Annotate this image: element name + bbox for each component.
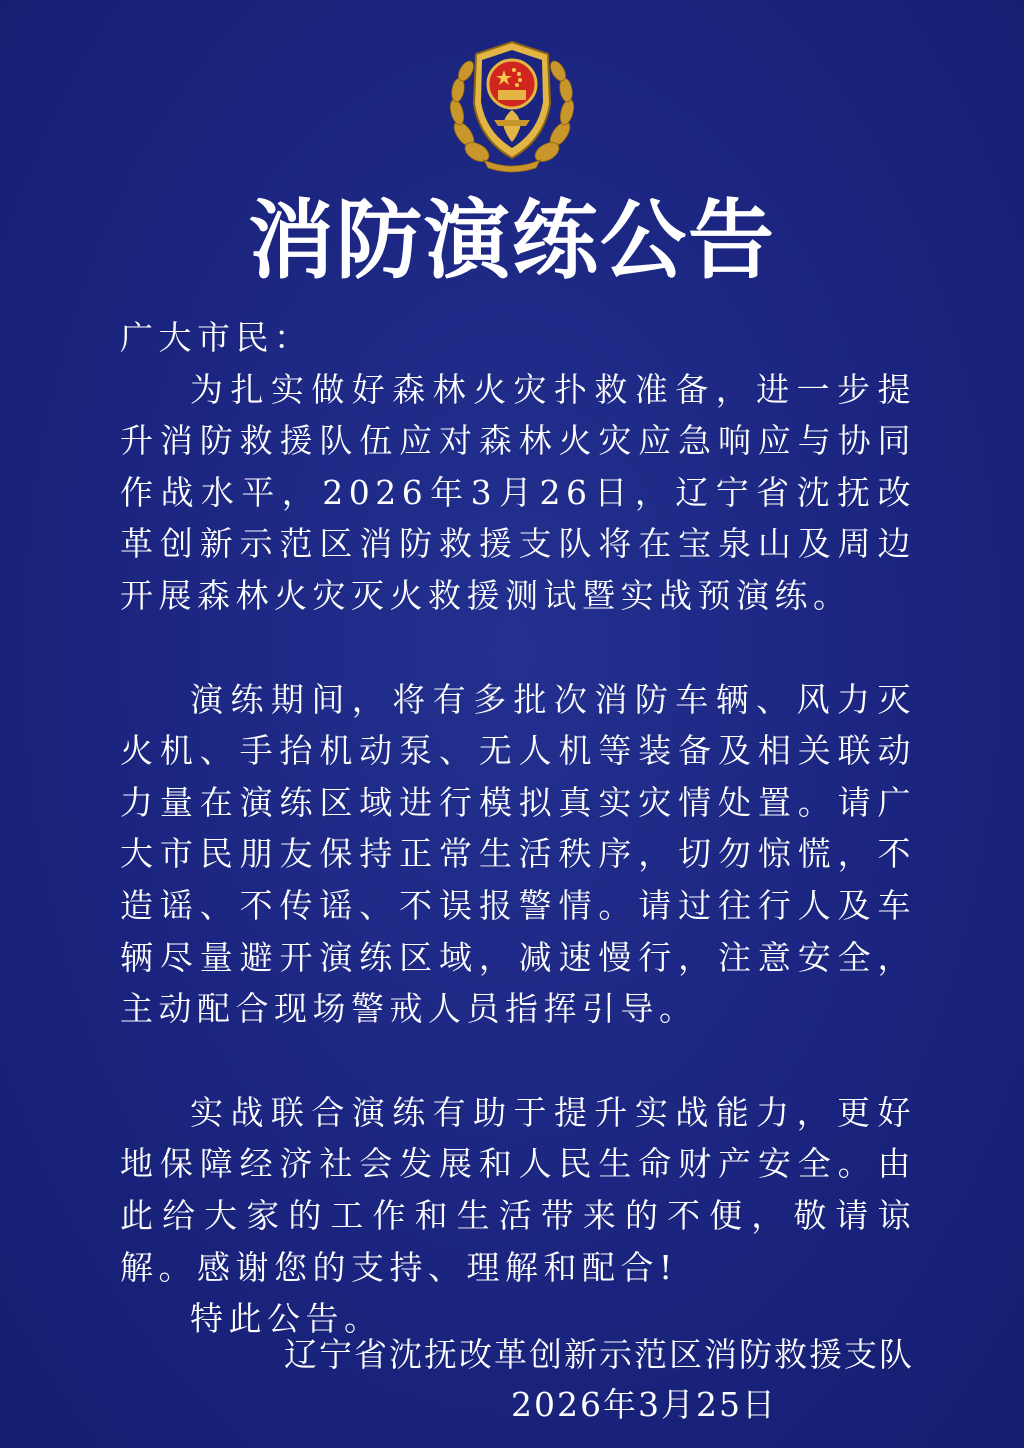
- paragraph-spacer: [120, 622, 916, 674]
- paragraph-1: 为扎实做好森林火灾扑救准备，进一步提升消防救援队伍应对森林火灾应急响应与协同作战水平，2026年3月26日，辽宁省沈抚改革创新示范区消防救援支队将在宝泉山及周边开展森林火灾灭火救援测试暨实战预演练。: [120, 369, 916, 615]
- closing-text: 特此公告。: [190, 1299, 383, 1339]
- signature-block: [274, 1330, 914, 1430]
- page-title: 消防演练公告: [248, 190, 776, 291]
- fire-rescue-emblem-icon: [444, 34, 580, 174]
- paragraph-2: 演练期间，将有多批次消防车辆、风力灭火机、手抬机动泵、无人机等装备及相关联动力量在演练区域进行模拟真实灾情处置。请广大市民朋友保持正常生活秩序，切勿惊慌，不造谣、不传谣、不误报警情。请过往行人及车辆尽量避开演练区域，减速慢行，注意安全，主动配合现场警戒人员指挥引导。: [120, 679, 916, 1029]
- signature-date: 2026年3月25日: [511, 1385, 777, 1424]
- salutation: 广大市民：: [120, 318, 313, 357]
- paragraph-spacer: [120, 1035, 916, 1087]
- signature-org: 辽宁省沈抚改革创新示范区消防救援支队: [284, 1335, 914, 1374]
- paragraph-3: 实战联合演练有助于提升实战能力，更好地保障经济社会发展和人民生命财产安全。由此给大家的工作和生活带来的不便，敬请谅解。感谢您的支持、理解和配合!: [120, 1092, 916, 1287]
- notice-body: [120, 312, 916, 1345]
